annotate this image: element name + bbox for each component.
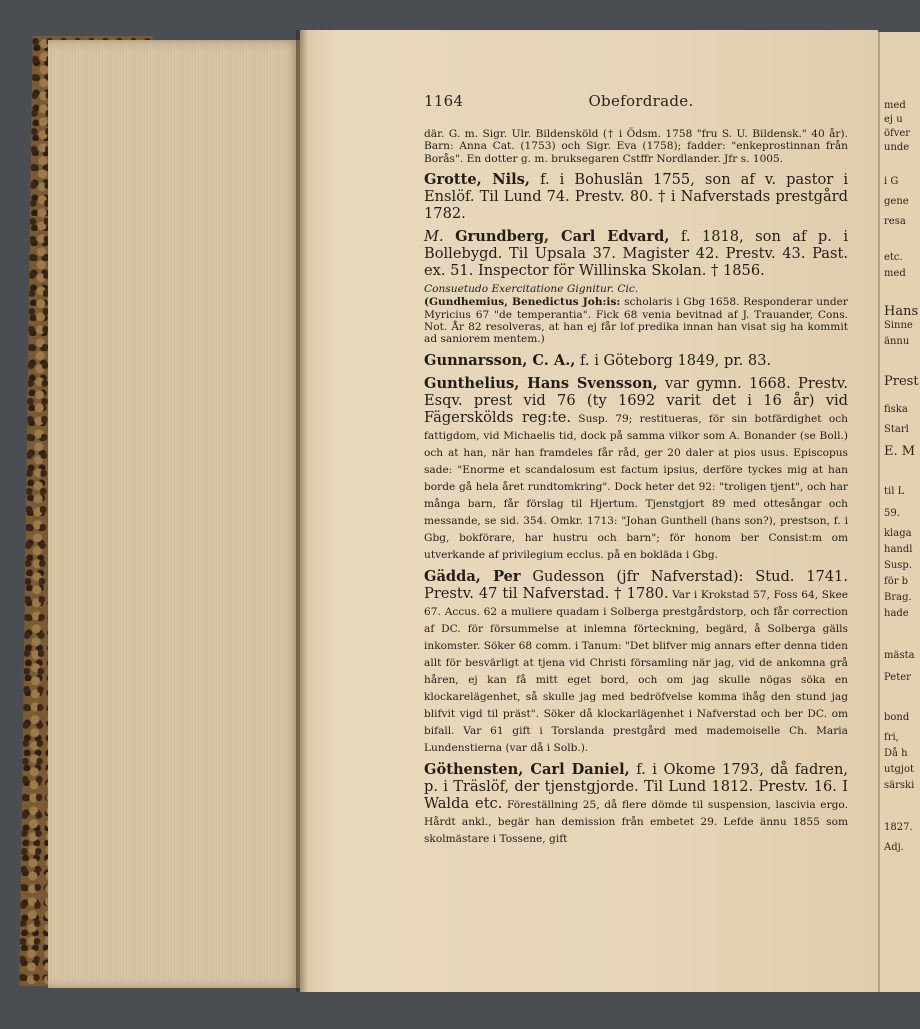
running-title: Obefordrade. <box>588 92 694 110</box>
right-page-fragment: ännu <box>884 336 910 347</box>
paragraph-2 <box>424 228 848 296</box>
entry-text: f. i Okome 1793, då fadren, p. i Träslöf, der tjenstgjorde. Til Lund 1812. Prestv. 16. I Walda etc. <box>424 760 848 812</box>
entry-heading: Gunthelius, Hans Svensson, <box>424 374 658 392</box>
right-page-fragment: mästa <box>884 650 915 661</box>
paragraph-3 <box>424 296 848 346</box>
page-number: 1164 <box>424 92 464 110</box>
paragraph-7 <box>424 761 848 846</box>
right-page-fragment: för b <box>884 576 909 587</box>
right-page-fragment: Sinne <box>884 320 913 331</box>
right-page-fragment: unde <box>884 142 910 153</box>
right-page-fragment: fri, <box>884 732 899 743</box>
right-page-fragment: hade <box>884 608 909 619</box>
page-gutter-shadow <box>296 30 308 992</box>
entry-heading: (Gundhemius, Benedictus Joh:is: <box>424 296 621 309</box>
paragraph-0 <box>424 128 848 165</box>
entry-motto: Consuetudo Exercitatione Gignitur. Cic. <box>424 283 639 296</box>
entry-heading: Göthensten, Carl Daniel, <box>424 760 630 778</box>
right-page-fragment: bond <box>884 712 910 723</box>
page-block-edges <box>48 40 300 988</box>
right-page-fragment: 1827. <box>884 822 913 833</box>
right-page-fragment: med <box>884 100 906 111</box>
right-page-fragment: med <box>884 268 906 279</box>
entry-text: f. i Bohuslän 1755, son af v. pastor i Enslöf. Til Lund 74. Prestv. 80. † i Nafverstads prestgård 1782. <box>424 171 848 223</box>
running-head <box>424 92 694 110</box>
right-page-fragment: Starl <box>884 424 909 435</box>
entry-prefix: M. <box>424 228 456 246</box>
right-page-fragment: i G <box>884 176 899 187</box>
right-page-fragment: öfver <box>884 128 911 139</box>
entry-detail: Susp. 79; restitueras, för sin botfärdighet och fattigdom, vid Michaelis tid, dock på samma vilkor som A. Bonander (se Boll.) och at han, när han framdeles får råd, ger 20 daler at pios usus. Episcopus sade: "Enorme et scandalosum est factum ipsius, derföre tyckes mig at han borde gå hela året rundtomkring". Dock heter det 92: "troligen tjent", och har många barn, får förslag til Hjertum. Tjenstgjort 89 med ottesångar och messande, se sid. 354. Omkr. 1713: "Johan Gunthell (hans son?), prestson, f. i Gbg, bokförare, har hustru och barn"; för honom ber Consist:m om utverkande af privilegium ecclus. på en bokläda i Gbg. <box>424 412 848 561</box>
right-page-fragment: gene <box>884 196 909 207</box>
right-page-fragment: Susp. <box>884 560 913 571</box>
page-body <box>424 128 848 846</box>
right-page-edge <box>878 32 920 992</box>
right-page-fragment: klaga <box>884 528 912 539</box>
entry-detail: Var i Krokstad 57, Foss 64, Skee 67. Accus. 62 a muliere quadam i Solberga prestgårdstorp, och får correction af DC. för försummelse at inlemna förteckning, begärd, å Solberga gälls inkomster. Söker 68 comm. i Tanum: "Det blifver mig annars efter denna tiden allt för besvärligt at tjena vid Christi församling när jag, vid de ankomna grå håren, ej kan få mitt eget bord, och om jag skulle nögas söka en klockarelägenhet, så skulle jag med bedröfvelse komma ihåg den stund jag blifvit vigd til präst". Söker då klockarlägenhet i Nafverstad och ber DC. om bifall. Var 61 gift i Torslanda prestgård med mademoiselle Ch. Maria Lundenstierna (var då i Solb.). <box>424 588 848 754</box>
right-page-fragment: utgjot <box>884 764 914 775</box>
right-page-fragment: E. M <box>884 444 916 459</box>
right-page-fragment: särski <box>884 780 915 791</box>
right-page-fragment: 59. <box>884 508 900 519</box>
entry-text: scholaris i Gbg 1658. Responderar under Myricius 67 "de temperantia". Fick 68 venia bevitnad af J. Trauander, Cons. Not. År 82 resolveras, at han ej får lof predika innan han visat sig ha kommit ad saniorem mentem.) <box>424 296 848 346</box>
paragraph-4 <box>424 352 848 369</box>
right-page-fragment: Brag. <box>884 592 912 603</box>
entry-heading: Grundberg, Carl Edvard, <box>455 228 670 246</box>
right-page-fragment: til L <box>884 486 905 497</box>
entry-text: f. i Göteborg 1849, pr. 83. <box>575 351 772 369</box>
entry-heading: Gunnarsson, C. A., <box>424 351 576 369</box>
right-page-fragment: Adj. <box>884 842 904 853</box>
right-page-fragment: etc. <box>884 252 903 263</box>
right-page-fragment: resa <box>884 216 906 227</box>
paragraph-5 <box>424 375 848 562</box>
entry-detail: Föreställning 25, då flere dömde til suspension, lascivia ergo. Hårdt ankl., begär han demission från embetet 29. Lefde ännu 1855 som skolmästare i Tossene, gift <box>424 798 848 845</box>
right-page-fragment: Hans <box>884 304 919 319</box>
entry-text: där. G. m. Sigr. Ulr. Bildensköld († i Ödsm. 1758 "fru S. U. Bildensk." 40 år). Barn: Anna Cat. (1753) och Sigr. Eva (1758); fadder: "enkeprostinnan från Borås". En dotter g. m. bruksegaren Cstffr Nordlander. Jfr s. 1005. <box>424 128 848 165</box>
right-page-fragment: Prest <box>884 374 919 389</box>
right-page-fragment: Peter <box>884 672 911 683</box>
entry-text: f. 1818, son af p. i Bollebygd. Til Upsala 37. Magister 42. Prestv. 43. Past. ex. 51. Inspector för Willinska Skolan. † 1856. <box>424 228 848 280</box>
entry-text: var gymn. 1668. Prestv. Esqv. prest vid 76 (ty 1692 varit det i 16 år) vid Fägerskölds reg:te. <box>424 374 848 426</box>
paragraph-6 <box>424 568 848 755</box>
right-page-fragment: Då h <box>884 748 908 759</box>
right-page-fragment: handl <box>884 544 913 555</box>
paragraph-1 <box>424 171 848 222</box>
entry-heading: Grotte, Nils, <box>424 171 530 189</box>
entry-text: Gudesson (jfr Nafverstad): Stud. 1741. Prestv. 47 til Nafverstad. † 1780. <box>424 567 848 602</box>
right-page-fragment: fiska <box>884 404 908 415</box>
entry-heading: Gädda, Per <box>424 567 521 585</box>
right-page-fragment: ej u <box>884 114 903 125</box>
